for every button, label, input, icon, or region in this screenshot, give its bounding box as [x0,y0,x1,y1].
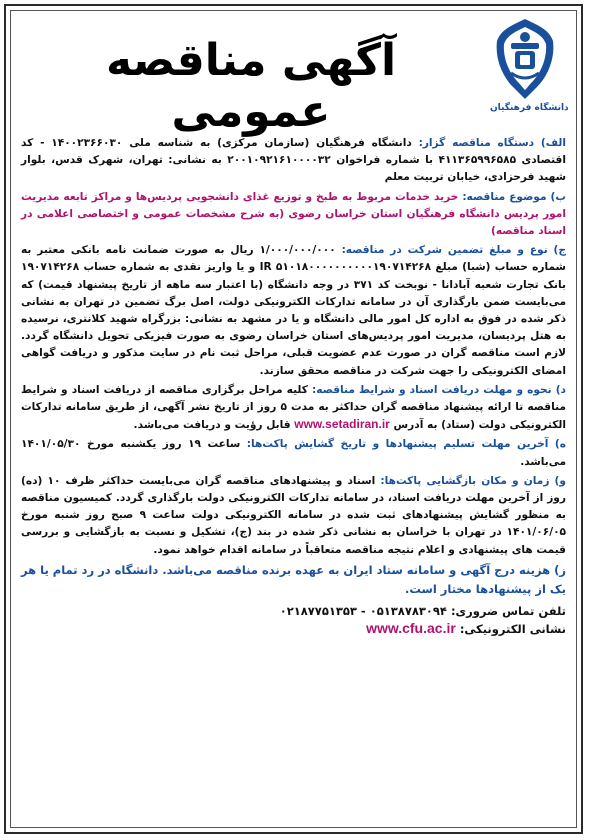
section-he-text-2: می‌باشد. [520,455,566,468]
section-dal-text-1: کلیه مراحل برگزاری مناقصه از دریافت اسناد و شرایط مناقصه تا ارائه پیشنهاد مناقصه گران حداکثر به مدت ۵ روز از تاریخ نشر آگهی، از طریق سامانه تدارکات الکترونیکی دولت (ستاد) به آدرس [21,383,566,432]
notice-border [10,10,577,828]
section-jim-label: ج) نوع و مبلغ تضمین شرکت در مناقصه: [341,244,566,257]
section-jim-text-2: و یا واریز نقدی به شماره حساب ۱۹۰۷۱۴۲۶۸ بانک تجارت شعبه آبادانا - نوبخت کد ۳۷۱ در وجه دانشگاه (با اعتبار سه ماهه از تاریخ پیشنهاد قیمت) که می‌بایست ضمن بارگذاری آن در سامانه تدارکات الکترونیکی دولت، اصل برگ تضمین در تهران به نشانی ذکر شده در فوق به اداره کل امور مالی دانشگاه و یا در مشهد به نشانی: بزرگراه شهید کلانتری، نرسیده به هتل پردیسان، مدیریت امور پردیس‌های استان خراسان رضوی به صورت فیزیکی تحویل دانشگاه گردد. لازم است مناقصه گران در صورت عدم عضویت قبلی، مراحل ثبت نام در سایت مذکور و دریافت گواهی امضای الکترونیکی را جهت شرکت در مناقصه محقق سازند. [21,261,566,377]
section-vav-label: و) زمان و مکان بازگشایی پاکت‌ها: [380,474,566,487]
section-dal-label: د) نحوه و مهلت دریافت اسناد و شرایط مناقصه: [311,383,566,396]
phone-1: ۰۵۱۳۸۷۸۳۰۹۴ [369,603,447,618]
section-alef [21,135,566,187]
section-be-label: ب) موضوع مناقصه: [462,190,566,203]
logo-caption: دانشگاه فرهنگیان [490,103,569,113]
section-dal [21,382,566,435]
section-he-date: ۱۴۰۱/۰۵/۳۰ [21,438,81,451]
section-be-text: خرید خدمات مربوط به طبخ و توزیع غذای دانشجویی پردیس‌ها و مراکز تابعه مدیریت امور پردیس دانشگاه فرهنگیان استان خراسان رضوی (به شرح مشخصات عمومی و اختصاصی اعلامی در اسناد مناقصه) [21,190,566,238]
section-jim-iban: IR ۵۱۰۱۸۰۰۰۰۰۰۰۰۰۰۱۹۰۷۱۴۲۶۸ [259,261,432,274]
section-ze: ز) هزینه درج آگهی و سامانه ستاد ایران به عهده برنده مناقصه می‌باشد. دانشگاه در رد تمام یا هر یک از پیشنهادها مختار است. [21,562,566,596]
notice-header [11,11,576,137]
section-he [21,436,566,470]
notice-body [21,135,566,821]
university-logo [490,17,569,123]
section-vav-text: اسناد و پیشنهادهای مناقصه گران می‌بایست حداکثر ظرف ۱۰ (ده) روز از آخرین مهلت دریافت اسناد، در سامانه تدارکات الکترونیکی دولت بارگذاری گردد. کمیسیون مناقصه به منظور گشایش پیشنهادهای ثبت شده در سامانه الکترونیکی دولت ساعت ۹ صبح روز شنبه مورخ ۱۴۰۱/۰۶/۰۵ در تهران با خراسان به نشانی ذکر شده در بند (ج)، تشکیل و نسبت به بازگشایی و بررسی قیمت های پیشنهادی و اعلام نتیجه مناقصه متعاقباً در سامانه اقدام خواهد نمود. [21,474,566,556]
section-he-text-1: ساعت ۱۹ روز یکشنبه مورخ [86,438,241,451]
section-dal-text-2: قابل رؤیت و دریافت می‌باشد. [133,419,291,432]
cfu-website-link[interactable]: www.cfu.ac.ir [366,620,456,637]
section-vav [21,473,566,559]
university-logo-icon [493,17,557,101]
web-label: نشانی الکترونیکی: [459,622,566,637]
phone-separator: - [356,603,366,618]
section-alef-label: الف) دستگاه مناقصه گزار: [418,137,566,149]
section-jim-text-1: ۱/۰۰۰/۰۰۰/۰۰۰ ریال به صورت ضمانت نامه بانکی معتبر به شماره حساب (شبا) مبلغ [21,244,566,274]
contact-phone-row [21,603,566,620]
phone-label: تلفن تماس ضروری: [450,603,566,618]
notice-page [4,4,583,834]
contact-block [21,603,566,638]
section-he-label: ه) آخرین مهلت تسلیم پیشنهادها و تاریخ گشایش پاکت‌ها: [246,438,566,451]
section-alef-text: دانشگاه فرهنگیان (سازمان مرکزی) به شناسه ملی ۱۴۰۰۲۳۶۶۰۳۰ - کد اقتصادی ۴۱۱۳۶۵۹۹۶۵۸۵ با شماره فراخوان ۲۰۰۱۰۹۲۱۶۱۰۰۰۰۳۲ به نشانی: تهران، شهرک قدس، بلوار شهید فرحزادی، خیابان تربیت معلم [21,137,566,184]
contact-web-row [21,620,566,638]
section-be [21,189,566,241]
notice-title: آگهی مناقصه عمومی [105,35,397,137]
phone-2: ۰۲۱۸۷۷۵۱۳۵۳ [279,603,357,618]
setadiran-link[interactable]: www.setadiran.ir [294,417,390,432]
section-jim [21,242,566,380]
